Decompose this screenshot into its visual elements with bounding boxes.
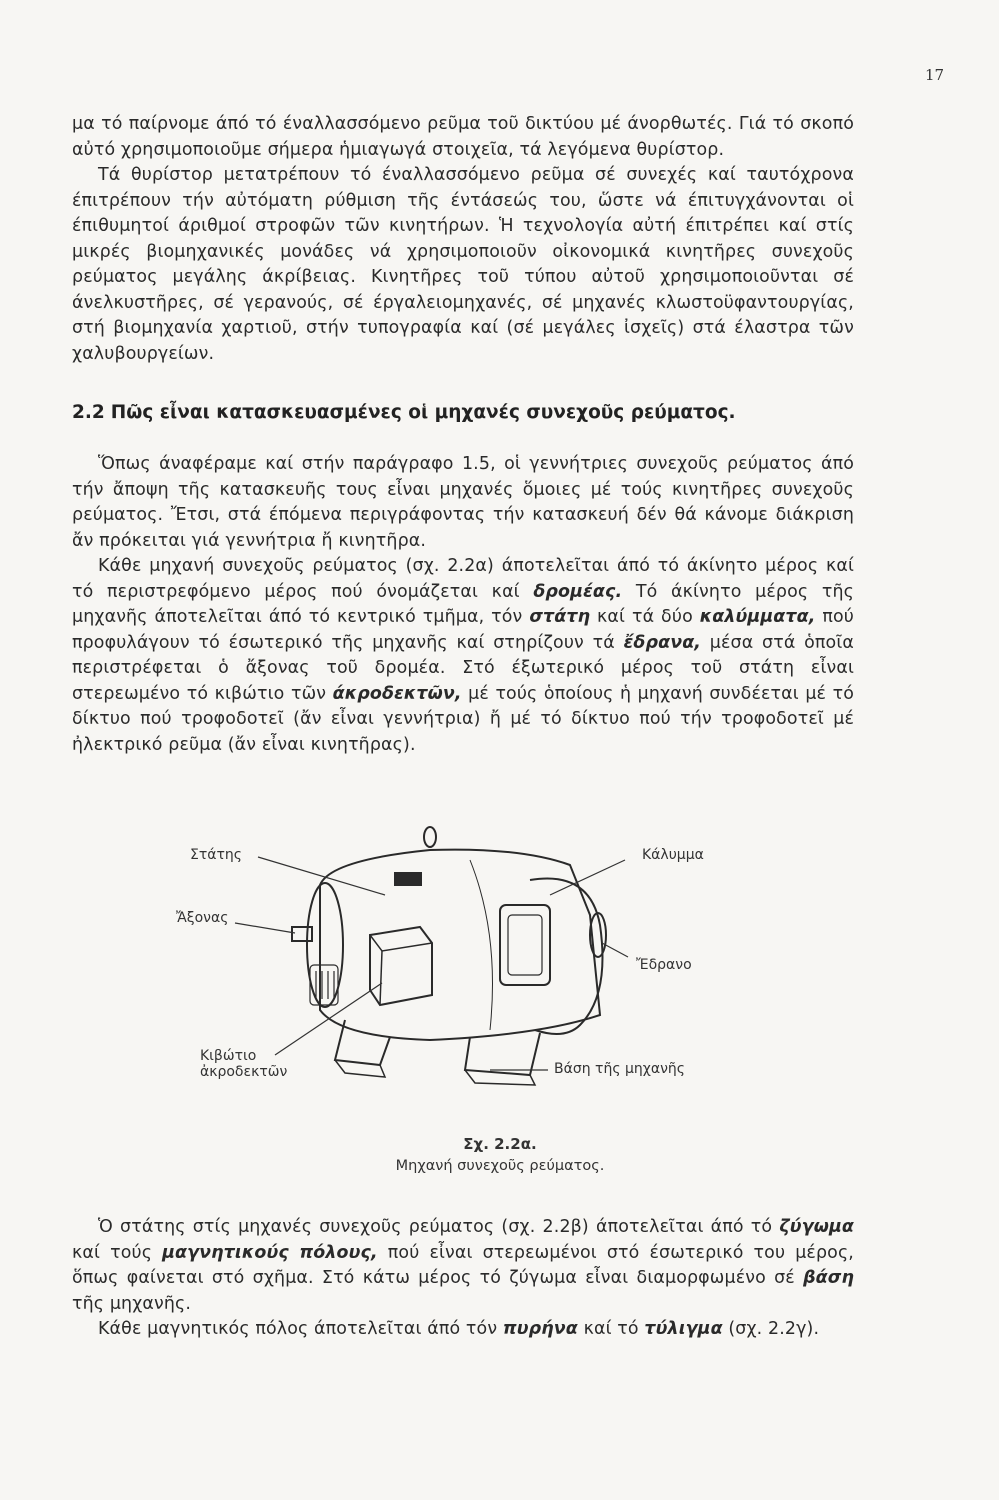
section-title: Πῶς εἶναι κατασκευασμένες οἱ μηχανές συνεχοῦς ρεύματος. <box>110 402 736 423</box>
text-run: Ὁ στάτης στίς μηχανές συνεχοῦς ρεύματος (σχ. 2.2β) άποτελεῖται άπό τό <box>98 1217 780 1237</box>
label-bearing: Ἔδρανο <box>636 957 692 973</box>
text-run: καί τό <box>577 1319 645 1339</box>
text-run: μέ τούς ὁποίους ἡ μηχανή συνδέεται μέ τό δίκτυο πού τροφοδοτεῖ (ἄν εἶναι γεννήτρια) ἤ μέ τό δίκτυο πού τήν τροφοδοτεῖ μέ ἠλεκτρικό ρεῦμα (ἄν εἶναι κινητῆρας). <box>72 683 855 755</box>
construction-text <box>72 452 854 758</box>
section-heading <box>72 402 854 423</box>
term-stator: στάτη <box>529 607 591 627</box>
text-run: τῆς μηχανῆς. <box>72 1293 192 1314</box>
lifting-eye <box>424 827 436 847</box>
term-magnetic-poles: μαγνητικούς πόλους, <box>162 1242 378 1263</box>
figure-caption-title: Σχ. 2.2α. <box>463 1135 537 1153</box>
term-covers: καλύμματα, <box>699 607 816 627</box>
paragraph-stator <box>72 1215 854 1317</box>
paragraph-thyristor-detail: Τά θυρίστορ μετατρέπουν τό έναλλασσόμενο ρεῦμα σέ συνεχές καί ταυτόχρονα έπιτρέπουν τήν αὐτόματη ρύθμιση τῆς έντάσεώς του, ὥστε νά έπιτυγχάνονται οἱ έπιθυμητοί άριθμοί στροφῶν τῶν κινητήρων. Ἡ τεχνολογία αὐτή έπιτρέπει καί στίς μικρές βιομηχανικές μονάδες νά χρησιμοποιοῦν οἰκονομικά κινητῆρες συνεχοῦς ρεύματος μεγάλης άκρίβειας. Κινητῆρες τοῦ τύπου αὐτοῦ χρησιμοποιοῦνται σέ άνελκυστῆρες, σέ γερανούς, σέ έργαλειομηχανές, σέ μηχανές κλωστοϋφαντουργίας, στή βιομηχανία χαρτιοῦ, στήν τυπογραφία καί (σέ μεγάλες ἰσχεῖς) στά έλαστρα τῶν χαλυβουργείων. <box>72 165 854 364</box>
paragraph-generators-motors: Ὅπως άναφέραμε καί στήν παράγραφο 1.5, οἱ γεννήτριες συνεχοῦς ρεύματος άπό τήν ἄποψη τῆς κατασκευῆς τους εἶναι μηχανές ὅμοιες μέ τούς κινητῆρες συνεχοῦς ρεύματος. Ἔτσι, στά έπόμενα περιγράφοντας τήν κατασκευή δέν θά κάνομε διάκριση ἄν πρόκειται γιά γεννήτρια ἤ κινητῆρα. <box>72 454 854 551</box>
nameplate <box>395 873 421 885</box>
stator-body <box>320 850 600 1040</box>
text-run: πού εἶναι στερεωμένοι στό έσωτερικό του μέρος, ὅπως φαίνεται στό σχῆμα. Στό κάτω μέρος τό ζύγωμα εἶναι διαμορφωμένο σέ <box>72 1242 854 1288</box>
text-run: πού προφυλάγουν τό έσωτερικό τῆς μηχανῆς καί στηρίζουν τά <box>72 607 854 653</box>
vent-grille <box>310 965 338 1005</box>
terminal-box <box>370 927 432 1005</box>
term-terminals: άκροδεκτῶν, <box>332 683 462 704</box>
shaft <box>292 927 312 941</box>
text-run: καί τούς <box>72 1242 163 1263</box>
label-base: Βάση τῆς μηχανῆς <box>554 1061 686 1077</box>
section-number: 2.2 <box>72 402 105 423</box>
text-run: Κάθε μαγνητικός πόλος άποτελεῖται άπό τόν <box>98 1319 503 1339</box>
term-base: βάση <box>803 1268 854 1288</box>
label-shaft: Ἄξονας <box>176 910 229 926</box>
text-run: καί τά δύο <box>590 607 700 627</box>
page-number: 17 <box>925 66 945 84</box>
text-run: (σχ. 2.2γ). <box>722 1319 820 1339</box>
label-terminal-box-line2: ἀκροδεκτῶν <box>200 1064 288 1080</box>
term-core: πυρήνα <box>502 1319 578 1339</box>
term-bearings: ἔδρανα, <box>623 632 702 653</box>
term-rotor: δρομέας. <box>533 581 623 602</box>
figure-dc-machine <box>170 815 770 1115</box>
label-cover: Κάλυμμα <box>642 847 704 863</box>
paragraph-machine-parts <box>72 554 854 758</box>
label-terminal-box-line1: Κιβώτιο <box>200 1048 257 1064</box>
term-winding: τύλιγμα <box>644 1319 723 1339</box>
end-cover <box>530 878 603 1034</box>
machine-base <box>335 1020 390 1065</box>
term-yoke: ζύγωμα <box>779 1217 854 1237</box>
stator-text <box>72 1215 854 1343</box>
text-run: Τό άκίνητο μέρος τῆς μηχανῆς άποτελεῖται άπό τό κεντρικό τμῆμα, τόν <box>72 581 854 627</box>
label-stator: Στάτης <box>190 847 243 863</box>
paragraph-thyristor-intro: μα τό παίρνομε άπό τό έναλλασσόμενο ρεῦμα τοῦ δικτύου μέ άνορθωτές. Γιά τό σκοπό αὐτό χρησιμοποιοῦμε σήμερα ἡμιαγωγά στοιχεῖα, τά λεγόμενα θυρίστορ. <box>72 114 854 160</box>
figure-caption-text: Μηχανή συνεχοῦς ρεύματος. <box>395 1158 605 1174</box>
text-run: μέσα στά ὁποῖα περιστρέφεται ὁ ἄξονας τοῦ δρομέα. Στό έξωτερικό μέρος τοῦ στάτη εἶναι στερεωμένο τό κιβώτιο τῶν <box>72 632 854 704</box>
text-run: Κάθε μηχανή συνεχοῦς ρεύματος (σχ. 2.2α) άποτελεῖται άπό τό άκίνητο μέρος καί τό περιστρεφόμενο μέρος πού όνομάζεται καί <box>72 556 854 602</box>
paragraph-magnetic-pole <box>72 1317 854 1343</box>
intro-text <box>72 112 854 367</box>
label-terminal-box <box>200 1048 287 1080</box>
